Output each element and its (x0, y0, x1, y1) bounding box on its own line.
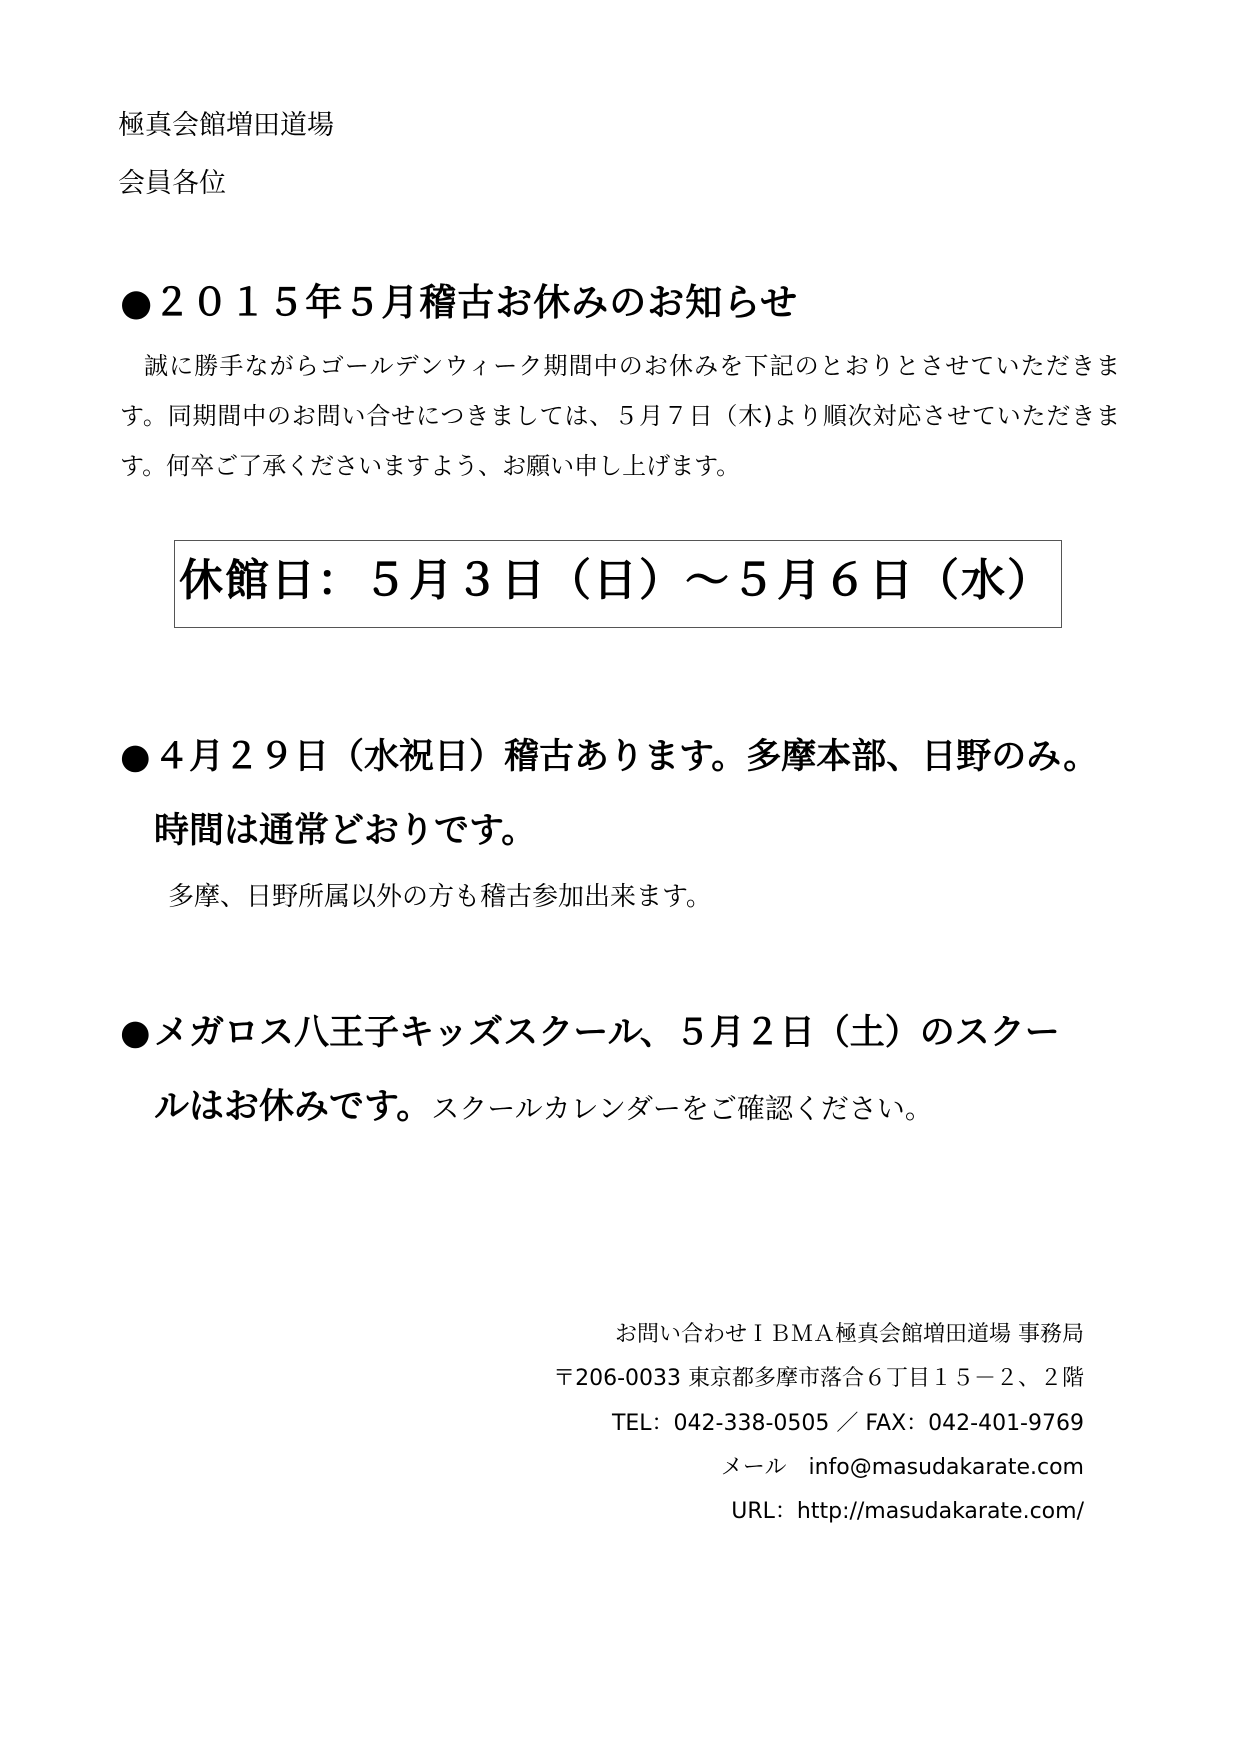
paragraph-line: す。何卒ご了承くださいますよう、お願い申し上げます。 (120, 452, 741, 480)
recipients-line: 会員各位 (118, 168, 226, 199)
contact-organization: お問い合わせＩＢＭＡ極真会館増田道場 事務局 (615, 1322, 1084, 1347)
kids-school-closed-text: ルはお休みです。 (154, 1087, 432, 1127)
practice-notice-text: ４月２９日（水祝日）稽古あります。多摩本部、日野のみ。 (154, 737, 1099, 777)
kids-school-notice-text: メガロス八王子キッズスクール、５月２日（土）のスクー (154, 1013, 1060, 1053)
paragraph-line: す。同期間中のお問い合せにつきましては、５月７日（木)より順次対応させていただきま (120, 402, 1120, 430)
bullet-icon: ● (120, 281, 154, 324)
bullet-icon: ● (120, 737, 151, 777)
closure-dates-text: 休館日：５月３日（日）～５月６日（水） (179, 555, 1053, 606)
kids-school-notice-line (120, 1013, 1060, 1053)
contact-email: メール info@masudakarate.com (720, 1455, 1084, 1480)
closure-dates-box (174, 540, 1062, 628)
contact-address: 〒206-0033 東京都多摩市落合６丁目１５－２、２階 (553, 1366, 1084, 1391)
organization-name: 極真会館増田道場 (118, 110, 334, 141)
practice-time-line: 時間は通常どおりです。 (154, 811, 537, 851)
notice-heading-closure (120, 281, 799, 324)
contact-phone-fax: TEL：042-338-0505 ／ FAX：042-401-9769 (611, 1411, 1084, 1436)
calendar-check-text: スクールカレンダーをご確認ください。 (431, 1092, 933, 1125)
practice-notice-line (120, 737, 1099, 777)
heading-text: ２０１５年５月稽古お休みのお知らせ (153, 281, 799, 324)
paragraph-line: 誠に勝手ながらゴールデンウィーク期間中のお休みを下記のとおりとさせていただきま (144, 352, 1120, 380)
practice-sub-note: 多摩、日野所属以外の方も稽古参加出来ます。 (168, 882, 712, 912)
contact-url: URL：http://masudakarate.com/ (731, 1499, 1084, 1524)
kids-school-notice-line2 (154, 1087, 933, 1127)
bullet-icon: ● (120, 1013, 151, 1053)
